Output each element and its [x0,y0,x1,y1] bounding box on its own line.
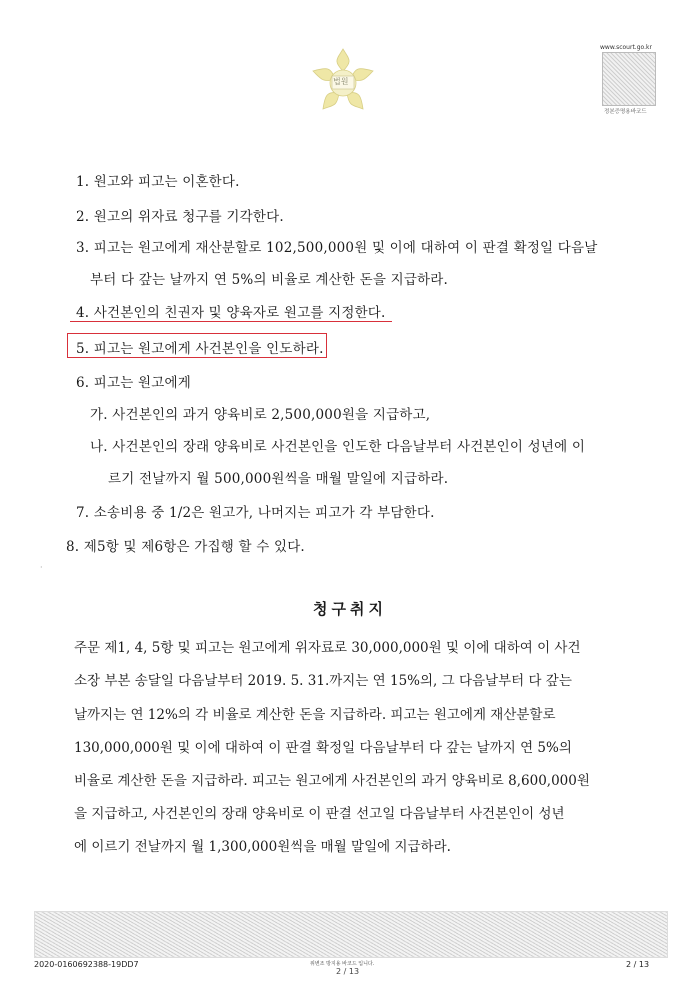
document-id: 2020-0160692388-19DD7 [34,960,139,969]
red-underline-annotation [70,321,392,322]
court-url: www.scourt.go.kr [600,44,652,51]
order-item-8: 8. 제5항 및 제6항은 가집행 할 수 있다. [66,539,305,555]
order-item-6: 6. 피고는 원고에게 [76,375,191,391]
order-item-6-ga: 가. 사건본인의 과거 양육비로 2,500,000원을 지급하고, [90,407,431,423]
order-item-7: 7. 소송비용 중 1/2은 원고가, 나머지는 피고가 각 부담한다. [76,505,435,521]
barcode-note: 위변조 방지용 바코드 입니다. [310,961,375,967]
order-item-6-na-cont: 르기 전날까지 월 500,000원씩을 매월 말일에 지급하라. [108,471,449,487]
order-item-2: 2. 원고의 위자료 청구를 기각한다. [76,209,284,225]
center-page-number: 2 / 13 [336,967,360,976]
order-item-3: 3. 피고는 원고에게 재산분할로 102,500,000원 및 이에 대하여 이 판결 확정일 다음날 [76,240,598,256]
qr-code-icon [602,52,656,106]
claim-line-5: 비율로 계산한 돈을 지급하라. 피고는 원고에게 사건본인의 과거 양육비로 8,600,000원 [74,773,590,789]
qr-label: 정본증명용바코드 [604,109,647,115]
order-item-4: 4. 사건본인의 친권자 및 양육자로 원고를 지정한다. [76,305,386,321]
claim-line-3: 날까지는 연 12%의 각 비율로 계산한 돈을 지급하라. 피고는 원고에게 재산분할로 [74,707,556,723]
claim-line-6: 을 지급하고, 사건본인의 장래 양육비로 이 판결 선고일 다음날부터 사건본인이 성년 [74,806,565,822]
security-barcode-pattern [34,911,668,958]
claim-line-1: 주문 제1, 4, 5항 및 피고는 원고에게 위자료로 30,000,000원 및 이에 대하여 이 사건 [74,640,581,656]
margin-mark: · [40,563,43,572]
page-number: 2 / 13 [626,960,650,969]
order-item-3-cont: 부터 다 갚는 날까지 연 5%의 비율로 계산한 돈을 지급하라. [90,272,449,288]
claim-line-2: 소장 부본 송달일 다음날부터 2019. 5. 31.까지는 연 15%의, 그 다음날부터 다 갚는 [74,673,572,689]
order-item-6-na: 나. 사건본인의 장래 양육비로 사건본인을 인도한 다음날부터 사건본인이 성년에 이 [90,439,586,455]
section-title: 청구취지 [313,600,387,618]
emblem-text: 법원 [333,77,349,86]
claim-line-4: 130,000,000원 및 이에 대하여 이 판결 확정일 다음날부터 다 갚는 날까지 연 5%의 [74,740,572,756]
order-item-1: 1. 원고와 피고는 이혼한다. [76,174,240,190]
claim-line-7: 에 이르기 전날까지 월 1,300,000원씩을 매월 말일에 지급하라. [74,839,451,855]
order-item-5: 5. 피고는 원고에게 사건본인을 인도하라. [76,341,324,357]
red-box-annotation [67,333,327,358]
